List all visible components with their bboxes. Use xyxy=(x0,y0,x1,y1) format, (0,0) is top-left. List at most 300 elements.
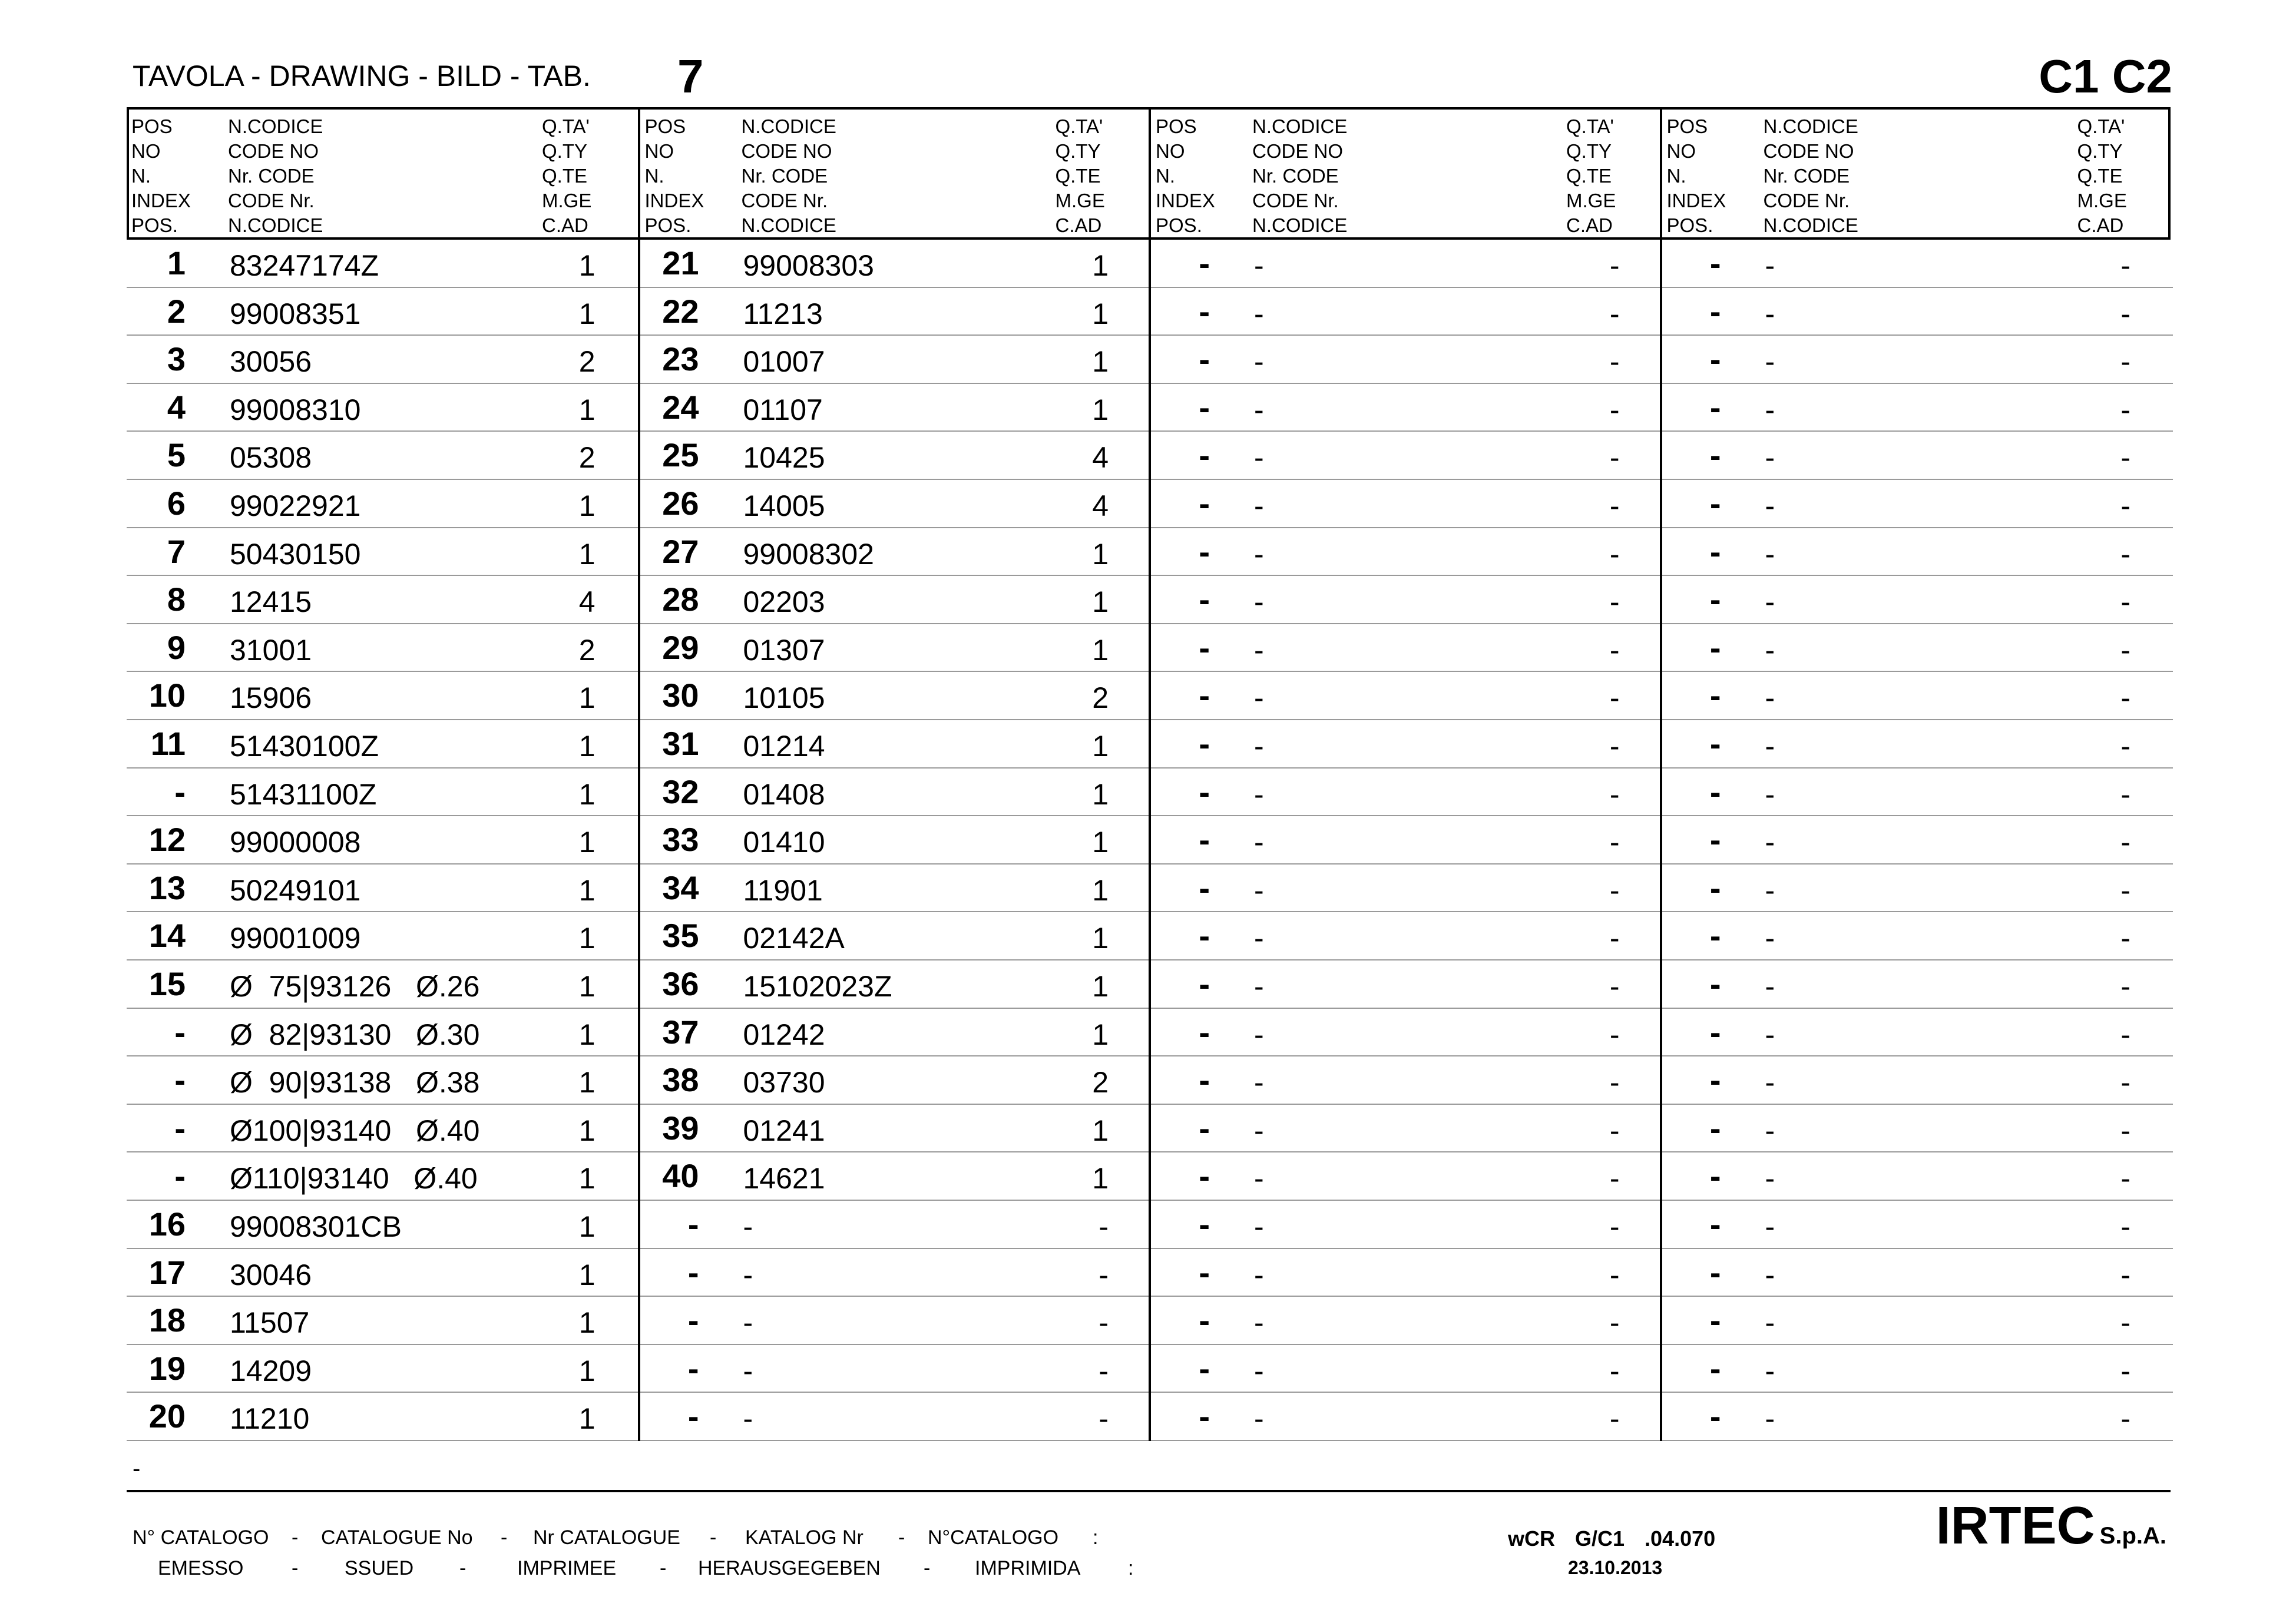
table-row xyxy=(127,1056,638,1105)
row-code: 99008302 xyxy=(743,537,874,571)
row-pos: - xyxy=(1199,1349,1210,1387)
column-header-pos xyxy=(645,114,704,238)
row-qty: - xyxy=(1609,393,1620,426)
row-code: - xyxy=(1765,1306,1775,1340)
table-row xyxy=(640,480,1152,528)
row-code: 14005 xyxy=(743,489,825,522)
table-row xyxy=(127,1009,638,1057)
row-code: Ø 75|93126 Ø.26 xyxy=(230,970,480,1003)
row-code: - xyxy=(1765,393,1775,426)
row-code: Ø110|93140 Ø.40 xyxy=(230,1162,478,1195)
column-header-line: CODE NO xyxy=(741,140,832,162)
row-pos: 36 xyxy=(662,965,699,1002)
row-code: - xyxy=(1765,777,1775,811)
column-header-line: Q.TY xyxy=(1566,140,1612,162)
footer-label: N°CATALOGO xyxy=(928,1526,1059,1549)
row-qty: 2 xyxy=(578,633,595,667)
row-qty: 1 xyxy=(578,1114,595,1147)
row-pos: - xyxy=(687,1205,699,1243)
table-row xyxy=(640,336,1152,384)
row-qty: - xyxy=(2120,922,2130,955)
row-qty: - xyxy=(2120,441,2130,475)
row-pos: 8 xyxy=(167,581,186,618)
row-pos: 9 xyxy=(167,628,186,666)
row-pos: - xyxy=(687,1301,699,1339)
table-row xyxy=(1662,912,2173,960)
row-pos: - xyxy=(1709,869,1721,906)
row-pos: - xyxy=(1199,821,1210,859)
table-row xyxy=(640,1393,1152,1441)
column-header-pos xyxy=(1156,114,1215,238)
table-row xyxy=(127,816,638,865)
table-row xyxy=(127,1201,638,1249)
column-header-line: Q.TY xyxy=(2077,140,2123,162)
row-qty: 4 xyxy=(1092,489,1109,522)
column-header-line: N.CODICE xyxy=(741,115,836,137)
row-code: - xyxy=(1254,1210,1264,1243)
row-pos: - xyxy=(1709,725,1721,762)
column-header-qty xyxy=(542,114,591,238)
row-pos: 27 xyxy=(662,532,699,570)
row-qty: - xyxy=(1609,777,1620,811)
row-qty: - xyxy=(2120,1402,2130,1436)
row-code: 51430100Z xyxy=(230,730,379,763)
row-code: 10425 xyxy=(743,441,825,475)
row-pos: 7 xyxy=(167,532,186,570)
table-row xyxy=(1662,1393,2173,1441)
table-row xyxy=(1662,720,2173,769)
row-qty: 1 xyxy=(578,970,595,1003)
column-header-line: Q.TY xyxy=(542,140,588,162)
row-qty: - xyxy=(1609,633,1620,667)
row-code: 30056 xyxy=(230,345,312,379)
table-row xyxy=(127,240,638,288)
column-header-line: Q.TA' xyxy=(2077,115,2125,137)
row-pos: 20 xyxy=(148,1397,186,1435)
row-qty: - xyxy=(2120,681,2130,715)
row-qty: 2 xyxy=(578,441,595,475)
row-qty: - xyxy=(2120,633,2130,667)
row-pos: - xyxy=(1709,436,1721,474)
row-qty: 1 xyxy=(578,1354,595,1387)
row-pos: 17 xyxy=(148,1253,186,1291)
footer-label: - xyxy=(898,1526,905,1549)
row-code: Ø 82|93130 Ø.30 xyxy=(230,1018,480,1051)
row-pos: 34 xyxy=(662,869,699,906)
row-qty: - xyxy=(1099,1402,1109,1436)
row-code: 10105 xyxy=(743,681,825,715)
table-row xyxy=(1151,576,1662,624)
table-row xyxy=(1151,288,1662,336)
table-row xyxy=(127,624,638,673)
column-header-line: Nr. CODE xyxy=(741,165,828,187)
row-code: - xyxy=(743,1402,753,1436)
row-code: 31001 xyxy=(230,633,312,667)
row-code: - xyxy=(1254,393,1264,426)
row-pos: 11 xyxy=(150,725,186,762)
row-pos: - xyxy=(174,1109,186,1147)
row-code: 30046 xyxy=(230,1258,312,1291)
footer-label: - xyxy=(292,1526,299,1549)
column-header-line: POS xyxy=(1666,115,1708,137)
row-code: - xyxy=(1254,970,1264,1003)
row-pos: - xyxy=(1709,965,1721,1002)
parts-table xyxy=(127,107,2171,1438)
row-pos: - xyxy=(1199,1253,1210,1291)
table-row xyxy=(1662,384,2173,432)
table-row xyxy=(640,912,1152,960)
row-code: 11213 xyxy=(743,297,823,330)
row-qty: 1 xyxy=(578,1258,595,1291)
footer-label: - xyxy=(660,1557,667,1579)
row-qty: 1 xyxy=(1092,537,1109,571)
column-header-line: CODE Nr. xyxy=(1763,190,1850,211)
row-code: - xyxy=(1765,970,1775,1003)
row-qty: 1 xyxy=(1092,922,1109,955)
row-pos: - xyxy=(1709,821,1721,859)
row-pos: - xyxy=(174,1157,186,1195)
table-row xyxy=(640,865,1152,913)
column-header-code xyxy=(228,114,323,238)
row-qty: - xyxy=(2120,1162,2130,1195)
row-code: 11210 xyxy=(230,1402,310,1436)
table-row xyxy=(1151,912,1662,960)
footer-label: Nr CATALOGUE xyxy=(533,1526,680,1549)
column-header-line: Q.TA' xyxy=(542,115,590,137)
row-pos: - xyxy=(1199,628,1210,666)
row-code: 01242 xyxy=(743,1018,825,1051)
row-qty: - xyxy=(2120,1258,2130,1291)
column-header-line: NO xyxy=(644,140,674,162)
table-column xyxy=(1149,107,1660,1441)
row-qty: 1 xyxy=(1092,1114,1109,1147)
row-qty: 1 xyxy=(578,1018,595,1051)
row-pos: - xyxy=(1199,581,1210,618)
row-code: 11901 xyxy=(743,873,823,907)
row-qty: 2 xyxy=(578,345,595,379)
row-code: - xyxy=(1765,249,1775,282)
table-row xyxy=(1662,240,2173,288)
row-qty: 1 xyxy=(578,489,595,522)
row-qty: - xyxy=(1609,1114,1620,1147)
row-pos: - xyxy=(1199,1301,1210,1339)
row-qty: 1 xyxy=(578,537,595,571)
table-row xyxy=(640,720,1152,769)
row-qty: 1 xyxy=(578,777,595,811)
column-header-line: M.GE xyxy=(542,190,592,211)
row-pos: - xyxy=(1709,244,1721,281)
table-row xyxy=(1151,480,1662,528)
footer-label: - xyxy=(924,1557,931,1579)
column-header-qty xyxy=(1566,114,1616,238)
row-qty: - xyxy=(2120,873,2130,907)
row-code: 14621 xyxy=(743,1162,825,1195)
row-pos: 13 xyxy=(148,869,186,906)
column-header-line: POS. xyxy=(1156,214,1202,236)
column-header-pos xyxy=(131,114,191,238)
row-qty: 1 xyxy=(578,1162,595,1195)
table-row xyxy=(640,384,1152,432)
footer-label: - xyxy=(501,1526,508,1549)
column-header-line: M.GE xyxy=(1055,190,1105,211)
row-pos: - xyxy=(174,1061,186,1099)
footer-label: SSUED xyxy=(345,1557,414,1579)
table-row xyxy=(1662,288,2173,336)
row-pos: 23 xyxy=(662,340,699,378)
row-qty: 1 xyxy=(1092,393,1109,426)
table-row xyxy=(1151,1152,1662,1201)
table-row xyxy=(640,240,1152,288)
row-pos: - xyxy=(1709,1301,1721,1339)
table-row xyxy=(1151,624,1662,673)
column-header-line: CODE Nr. xyxy=(1252,190,1339,211)
row-code: 83247174Z xyxy=(230,249,379,282)
row-pos: - xyxy=(1199,869,1210,906)
table-column xyxy=(1660,107,2171,1441)
column-header-line: INDEX xyxy=(644,190,704,211)
row-qty: 1 xyxy=(578,297,595,330)
footer-label: - xyxy=(459,1557,467,1579)
table-row xyxy=(1151,1297,1662,1345)
table-row xyxy=(1662,672,2173,720)
row-qty: - xyxy=(2120,537,2130,571)
row-code: - xyxy=(1254,1162,1264,1195)
row-pos: - xyxy=(687,1397,699,1435)
row-qty: - xyxy=(2120,345,2130,379)
row-code: - xyxy=(1765,1162,1775,1195)
row-pos: 31 xyxy=(662,725,699,762)
row-pos: - xyxy=(1199,773,1210,810)
row-qty: - xyxy=(2120,297,2130,330)
footer-label: CATALOGUE No xyxy=(321,1526,473,1549)
column-header-line: CODE NO xyxy=(1763,140,1854,162)
row-qty: - xyxy=(1609,922,1620,955)
row-pos: - xyxy=(1199,1061,1210,1099)
row-pos: 18 xyxy=(148,1301,186,1339)
row-qty: 1 xyxy=(578,730,595,763)
row-qty: 1 xyxy=(578,826,595,859)
column-header-line: M.GE xyxy=(1566,190,1616,211)
row-qty: - xyxy=(2120,1306,2130,1340)
column-header-line: N.CODICE xyxy=(1763,214,1858,236)
column-header-line: N.CODICE xyxy=(228,115,323,137)
page-title: TAVOLA - DRAWING - BILD - TAB. xyxy=(133,59,591,92)
column-header-line: CODE NO xyxy=(1252,140,1344,162)
row-code: 99008303 xyxy=(743,249,874,282)
footer-label: KATALOG Nr xyxy=(745,1526,864,1549)
row-code: 99001009 xyxy=(230,922,361,955)
table-row xyxy=(1151,1056,1662,1105)
row-code: - xyxy=(1254,922,1264,955)
row-pos: 29 xyxy=(662,628,699,666)
column-header-line: Q.TY xyxy=(1055,140,1101,162)
footer-label: EMESSO xyxy=(158,1557,244,1579)
column-header-code xyxy=(1764,114,1858,238)
row-qty: - xyxy=(1609,249,1620,282)
row-code: 01307 xyxy=(743,633,825,667)
row-code: - xyxy=(743,1354,753,1387)
row-qty: - xyxy=(2120,1114,2130,1147)
row-code: - xyxy=(1254,345,1264,379)
row-qty: - xyxy=(1099,1210,1109,1243)
row-code: - xyxy=(1765,441,1775,475)
table-row xyxy=(1151,1249,1662,1297)
row-qty: 1 xyxy=(1092,1162,1109,1195)
row-pos: - xyxy=(1199,677,1210,714)
column-header-line: POS xyxy=(131,115,173,137)
table-row xyxy=(1151,240,1662,288)
row-code: - xyxy=(1765,1258,1775,1291)
row-qty: 1 xyxy=(1092,730,1109,763)
table-row xyxy=(640,1009,1152,1057)
row-code: 01007 xyxy=(743,345,825,379)
table-column xyxy=(127,107,638,1441)
row-qty: 1 xyxy=(578,249,595,282)
footer-label: - xyxy=(710,1526,717,1549)
row-code: - xyxy=(743,1210,753,1243)
column-header-code xyxy=(742,114,836,238)
row-pos: - xyxy=(1709,677,1721,714)
row-qty: - xyxy=(1099,1258,1109,1291)
row-pos: - xyxy=(1199,965,1210,1002)
row-qty: - xyxy=(2120,777,2130,811)
row-code: - xyxy=(1254,826,1264,859)
table-row xyxy=(640,576,1152,624)
table-row xyxy=(127,1345,638,1393)
table-row xyxy=(127,960,638,1009)
row-qty: - xyxy=(2120,585,2130,619)
table-row xyxy=(640,960,1152,1009)
row-code: - xyxy=(1254,1018,1264,1051)
row-qty: - xyxy=(1609,441,1620,475)
table-row xyxy=(1662,1009,2173,1057)
row-qty: - xyxy=(1609,1354,1620,1387)
table-row xyxy=(1662,432,2173,480)
row-code: - xyxy=(1765,1210,1775,1243)
table-row xyxy=(127,480,638,528)
column-header-line: Q.TE xyxy=(1566,165,1612,187)
row-pos: 15 xyxy=(148,965,186,1002)
column-header-line: POS xyxy=(644,115,686,137)
row-qty: - xyxy=(2120,249,2130,282)
row-pos: - xyxy=(174,773,186,810)
row-pos: - xyxy=(1709,1253,1721,1291)
row-code: 03730 xyxy=(743,1066,825,1099)
row-code: 01410 xyxy=(743,826,825,859)
row-code: - xyxy=(1254,537,1264,571)
row-qty: 1 xyxy=(1092,297,1109,330)
row-code: - xyxy=(1254,1402,1264,1436)
row-pos: - xyxy=(1709,1397,1721,1435)
row-pos: - xyxy=(1199,1013,1210,1051)
row-code: 11507 xyxy=(230,1306,310,1340)
row-pos: - xyxy=(1709,1109,1721,1147)
row-code: 99008301CB xyxy=(230,1210,402,1243)
row-pos: - xyxy=(1709,485,1721,522)
row-qty: - xyxy=(1609,1306,1620,1340)
table-row xyxy=(1662,865,2173,913)
row-qty: 1 xyxy=(578,1210,595,1243)
row-pos: 1 xyxy=(167,244,186,281)
row-qty: 4 xyxy=(578,585,595,619)
row-code: - xyxy=(1254,1354,1264,1387)
row-qty: - xyxy=(1609,297,1620,330)
row-pos: - xyxy=(1709,1349,1721,1387)
row-qty: - xyxy=(2120,1066,2130,1099)
row-pos: - xyxy=(1199,725,1210,762)
table-row xyxy=(1151,1009,1662,1057)
table-row xyxy=(640,432,1152,480)
table-row xyxy=(1662,528,2173,577)
row-code: - xyxy=(1254,1258,1264,1291)
row-qty: - xyxy=(1609,1066,1620,1099)
table-row xyxy=(1662,769,2173,817)
column-header-line: C.AD xyxy=(542,214,588,236)
row-pos: - xyxy=(1709,292,1721,330)
column-header-line: CODE Nr. xyxy=(741,190,828,211)
row-pos: - xyxy=(1199,1109,1210,1147)
table-row xyxy=(1662,1249,2173,1297)
table-row xyxy=(640,1056,1152,1105)
row-code: - xyxy=(743,1306,753,1340)
row-code: Ø100|93140 Ø.40 xyxy=(230,1114,480,1147)
column-header-line: Nr. CODE xyxy=(228,165,315,187)
row-code: 02203 xyxy=(743,585,825,619)
row-pos: - xyxy=(1709,388,1721,426)
row-pos: 26 xyxy=(662,485,699,522)
table-row xyxy=(640,288,1152,336)
row-code: - xyxy=(1254,873,1264,907)
row-pos: 19 xyxy=(148,1349,186,1387)
row-pos: - xyxy=(1709,773,1721,810)
column-header-line: Q.TE xyxy=(2077,165,2123,187)
row-code: - xyxy=(1765,633,1775,667)
column-header-line: NO xyxy=(1666,140,1696,162)
row-qty: 2 xyxy=(1092,1066,1109,1099)
column-header-line: C.AD xyxy=(2077,214,2124,236)
table-row xyxy=(640,624,1152,673)
row-qty: 1 xyxy=(1092,585,1109,619)
row-code: - xyxy=(1254,633,1264,667)
column-header-line: INDEX xyxy=(1156,190,1215,211)
row-qty: 4 xyxy=(1092,441,1109,475)
row-pos: - xyxy=(1709,1205,1721,1243)
row-code: - xyxy=(1254,441,1264,475)
row-pos: 14 xyxy=(148,917,186,955)
row-pos: 28 xyxy=(662,581,699,618)
table-row xyxy=(1151,720,1662,769)
table-row xyxy=(640,1105,1152,1153)
row-pos: - xyxy=(1199,340,1210,378)
column-header-line: N.CODICE xyxy=(228,214,323,236)
row-pos: - xyxy=(1709,532,1721,570)
row-qty: - xyxy=(2120,1018,2130,1051)
row-qty: - xyxy=(1609,345,1620,379)
row-pos: - xyxy=(1709,340,1721,378)
table-row xyxy=(1662,1297,2173,1345)
row-qty: - xyxy=(2120,1210,2130,1243)
row-code: 15102023Z xyxy=(743,970,892,1003)
table-row xyxy=(1151,1393,1662,1441)
row-code: 50430150 xyxy=(230,537,361,571)
table-row xyxy=(1151,865,1662,913)
row-pos: 10 xyxy=(148,677,186,714)
table-row xyxy=(640,816,1152,865)
footer-label: N° CATALOGO xyxy=(133,1526,269,1549)
column-header-qty xyxy=(2077,114,2127,238)
column-header-code xyxy=(1252,114,1347,238)
row-code: 14209 xyxy=(230,1354,312,1387)
